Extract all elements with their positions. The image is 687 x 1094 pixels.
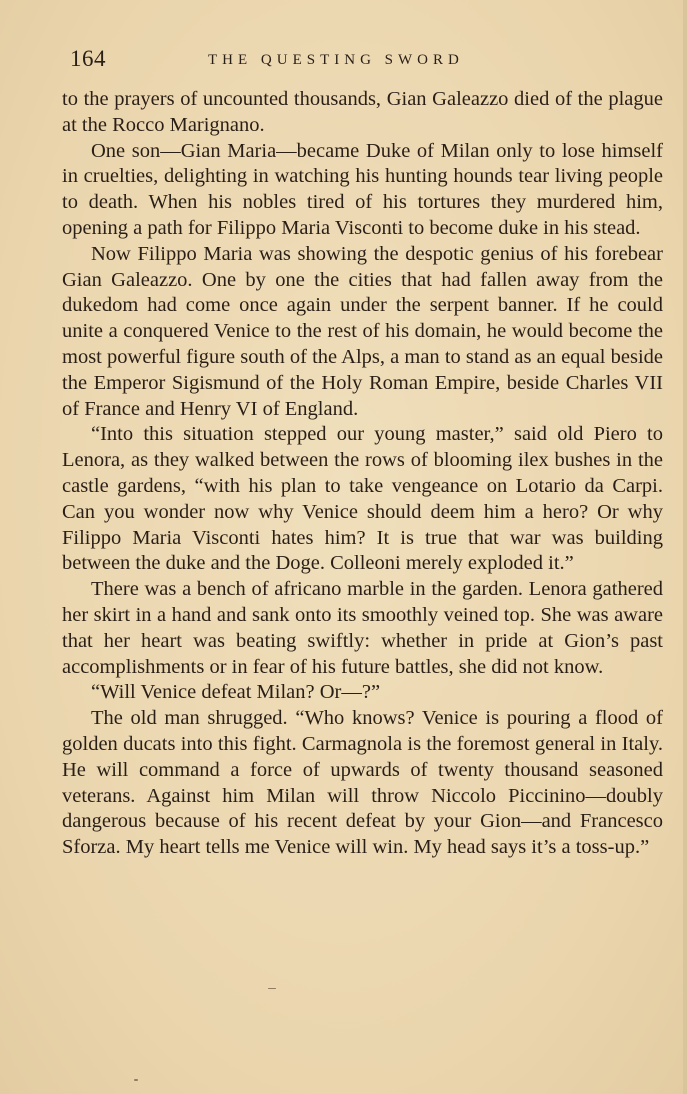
running-title: THE QUESTING SWORD: [208, 52, 464, 68]
paragraph-continued: to the prayers of uncounted thousands, Gian Galeazzo died of the plague at the Rocco Marignano.: [62, 88, 663, 136]
paragraph: “Will Venice defeat Milan? Or—?”: [91, 681, 381, 704]
paragraph: One son—Gian Maria—became Duke of Milan only to lose himself in cruelties, delighting in watching his hunting hounds tear living people to death. When his nobles tired of his tortures they murdered him, opening a path for Filippo Maria Visconti to become duke in his stead.: [62, 139, 663, 239]
page-header: [70, 46, 664, 76]
page-number: 164: [70, 46, 106, 71]
paper-speck: [134, 1079, 138, 1081]
paragraph: “Into this situation stepped our young master,” said old Piero to Lenora, as they walked between the rows of blooming ilex bushes in the castle gardens, “with his plan to take vengeance on Lotario da Carpi. Can you wonder now why Venice should deem him a hero? Or why Filippo Maria Visconti hates him? It is true that war was building between the duke and the Doge. Colleoni merely exploded it.”: [62, 423, 663, 575]
paragraph: There was a bench of africano marble in the garden. Lenora gathered her skirt in a hand and sank onto its smoothly veined top. She was aware that her heart was beating swiftly: whether in pride at Gion’s past accomplishments or in fear of his future battles, she did not know.: [62, 578, 663, 678]
body-text: [62, 87, 663, 861]
paragraph: The old man shrugged. “Who knows? Venice is pouring a flood of golden ducats into this fight. Carmagnola is the foremost general in Italy. He will command a force of upwards of twenty thousand seasoned veterans. Against him Milan will throw Niccolo Piccinino—doubly dangerous because of his recent defeat by your Gion—and Francesco Sforza. My heart tells me Venice will win. My head says it’s a toss-up.”: [62, 707, 663, 859]
paper-speck: [268, 988, 276, 989]
paragraph: Now Filippo Maria was showing the despotic genius of his forebear Gian Galeazzo. One by one the cities that had fallen away from the dukedom had come once again under the serpent banner. If he could unite a conquered Venice to the rest of his domain, he would become the most powerful figure south of the Alps, a man to stand as an equal beside the Emperor Sigismund of the Holy Roman Empire, beside Charles VII of France and Henry VI of England.: [62, 242, 663, 420]
page-edge: [683, 0, 687, 1094]
